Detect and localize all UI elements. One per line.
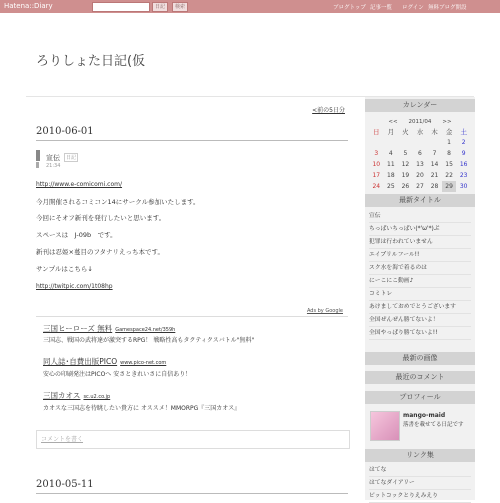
recent-title-item[interactable]: コミトレ [369,289,471,301]
blog-title[interactable]: ろりしょた日記(仮 [36,54,146,69]
calendar-empty [384,137,399,148]
entry-text: サンプルはこちら↓ [36,265,93,273]
weekday-label: 土 [460,128,467,136]
nav-blog-top[interactable]: ブログトップ [333,5,366,11]
calendar-day[interactable]: 3 [374,150,379,157]
weekday-label: 金 [445,128,453,136]
calendar-day[interactable]: 7 [432,150,437,157]
recent-title-item[interactable]: スク水を海で着るのは [369,263,471,275]
search-button[interactable]: 検索 [172,2,188,12]
calendar-day[interactable]: 28 [430,183,439,190]
ad-divider [36,316,348,317]
date-divider [36,140,348,141]
calendar-day[interactable]: 13 [416,161,424,168]
ad-title[interactable]: 三国カオス sc.u2.co.jp [43,391,111,400]
calendar-day[interactable]: 15 [445,161,453,168]
entry-time-marker [36,162,39,168]
entry-text: 新刊は忍姫×蔓目のフタナリえっち本です。 [36,248,164,256]
calendar-day[interactable]: 30 [459,183,468,190]
calendar-nav[interactable]: << 2011/04 >> [388,119,452,125]
calendar-empty [427,137,442,148]
calendar-day[interactable]: 2 [461,139,466,146]
recent-title-item[interactable]: 犯罪は行われていません [369,237,471,249]
recent-titles-heading: 最新タイトル [365,194,475,207]
ad-title[interactable]: 三国ヒーローズ 無料 Gamespace24.net/359h [43,324,176,333]
entry-text: 今回にそオフ新刊を発行したいと思います。 [36,214,166,222]
ad-url[interactable]: www.pico-net.com [120,360,167,366]
recent-title-item[interactable]: ちっぱいちっぱい(*'ω'*)ぷ [369,224,471,236]
calendar-day[interactable]: 21 [430,172,439,179]
ad-title[interactable]: 同人誌･自費出版PICO www.pico-net.com [43,357,167,366]
calendar-empty [398,137,413,148]
nav-login[interactable]: ログイン [402,5,424,11]
write-comment-link[interactable]: コメントを書く [41,436,84,443]
entry-title[interactable]: 宣伝 [46,154,60,162]
date-divider [36,493,348,494]
search-input[interactable] [92,2,150,12]
ads-by-google[interactable]: Ads by Google [306,308,343,314]
entry-text: 今月開催されるコミコン14にサークル参加いたします。 [36,198,200,206]
calendar-heading: カレンダー [365,99,475,112]
recent-title-item[interactable]: にーこにこ動画♪ [369,276,471,288]
weekday-label: 日 [373,128,380,136]
calendar-day[interactable]: 25 [387,183,395,190]
calendar-day[interactable]: 6 [418,150,422,157]
profile-description: 落書を載せてる日記です [403,422,464,428]
link-item[interactable]: はてな [369,465,471,477]
link-item[interactable]: はてなダイアリー [369,478,471,490]
ad-url[interactable]: Gamespace24.net/359h [115,327,176,333]
profile-avatar[interactable] [370,411,400,441]
calendar-day[interactable]: 20 [416,172,424,179]
calendar-empty [413,137,428,148]
calendar-day[interactable]: 18 [387,172,395,179]
ad-url[interactable]: sc.u2.co.jp [83,394,111,400]
calendar-day[interactable]: 4 [388,150,393,157]
entry-title-marker [36,150,40,161]
profile-heading: プロフィール [365,391,475,404]
calendar-day[interactable]: 23 [459,172,468,179]
ad-description: カオスな三国志を待眺したい貴方に オススメ！MMORPG『三国カオス』 [43,405,241,412]
calendar-day[interactable]: 11 [387,161,395,168]
calendar [369,126,471,192]
recent-title-item[interactable]: 全国ぜんぜん勝てないよ！ [369,315,471,327]
calendar-day[interactable]: 22 [445,172,453,179]
calendar-day[interactable]: 8 [447,150,451,157]
calendar-day[interactable]: 29 [442,181,457,192]
weekday-label: 火 [402,128,409,136]
weekday-label: 月 [387,128,395,136]
sidebar [365,97,475,500]
calendar-day[interactable]: 24 [372,183,381,190]
prev-5-days-link[interactable]: <前の5日分 [312,107,345,114]
calendar-day[interactable]: 16 [459,161,468,168]
recent-title-item[interactable]: 宣伝 [369,211,471,223]
recent-title-item[interactable]: エイプリルフール!! [369,250,471,262]
weekday-label: 木 [431,128,438,136]
recent-title-item[interactable]: 全国やっぱり勝てないよ!! [369,328,471,340]
profile-name[interactable]: mango-maid [403,412,446,419]
entry-date[interactable]: 2010-06-01 [36,126,94,137]
calendar-day[interactable]: 19 [401,172,410,179]
calendar-empty [369,137,384,148]
calendar-day[interactable]: 1 [447,139,451,146]
top-bar [0,0,500,13]
weekday-label: 水 [416,128,424,136]
calendar-day[interactable]: 17 [372,172,381,179]
recent-images-heading: 最新の画像 [365,352,475,365]
entry-category[interactable]: 日記 [66,155,77,161]
ad-description: 三国志、戦国の武将達が激突するRPG！ 戦略性高もタクティクスバトル"無料" [43,337,255,344]
links-heading: リンク集 [365,449,475,462]
entry-text: スペースは J-09b です。 [36,231,117,239]
calendar-day[interactable]: 12 [401,161,410,168]
entry-link[interactable]: http://www.e-comicomi.com/ [36,181,123,188]
calendar-day[interactable]: 9 [461,150,466,157]
nav-article-list[interactable]: 記事一覧 [370,5,393,11]
calendar-day[interactable]: 27 [416,183,424,190]
calendar-day[interactable]: 5 [403,150,408,157]
calendar-day[interactable]: 26 [401,183,410,190]
recent-comments-heading: 最近のコメント [365,371,475,384]
entry-time: 21:34 [46,163,61,169]
entry-date[interactable]: 2010-05-11 [36,479,94,490]
diary-search-button[interactable]: 日記 [152,2,168,12]
nav-create-blog[interactable]: 無料ブログ開設 [428,5,467,11]
calendar-day[interactable]: 10 [372,161,381,168]
recent-title-item[interactable]: あけましておめでとうございます [369,302,471,314]
calendar-day[interactable]: 14 [430,161,439,168]
hatena-diary-logo[interactable]: Hatena::Diary [4,2,53,10]
entry-link[interactable]: http://twitpic.com/1t08hp [36,283,113,290]
link-item[interactable]: ピットコックとりえみえり [369,491,471,503]
ad-description: 安心の印刷発注はPICOへ 安さときれいさに自信あり！ [43,371,192,378]
comment-box [36,430,350,449]
